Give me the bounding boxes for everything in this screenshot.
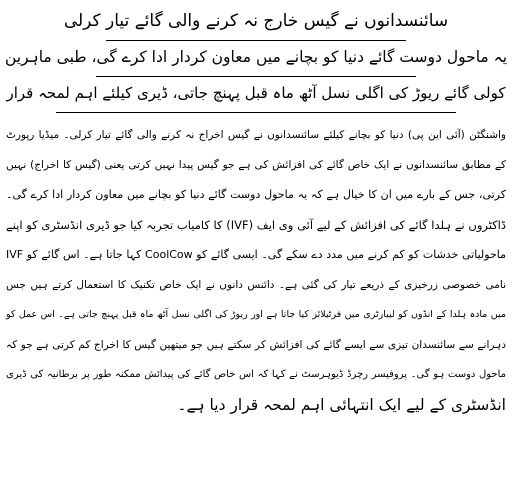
headline-divider [96,76,416,77]
headline-divider [106,40,406,41]
body-line: نامی خصوصی زرخیزی کے ذریعے تیار کی گئی ہے۔ دائنس دانوں نے ایک خاص تکنیک کا استعمال کرتے ہیں جس [6,279,506,291]
body-line: دہرانے سے سائنسدان تیزی سے ایسے گائے کی افزائش کر سکتے ہیں جو میتھین گیس کا اخراج کم کرتی ہے جو کہ [6,339,506,351]
headline-main: سائنسدانوں نے گیس خارج نہ کرنے والی گائے تیار کرلی [63,11,449,31]
body-line: کے مطابق سائنسدانوں نے ایک خاص گائے کی افزائش کی ہے جو گیس پیدا نہیں کرتی یعنی (گیس کا اخراج) نہیں [6,159,506,171]
headline-divider [56,112,456,113]
body-line: انڈسٹری کے لیے ایک انتہائی اہم لمحہ قرار دیا ہے۔ [177,396,506,414]
headline-sub-2: کولی گائے ریوڑ کی اگلی نسل آٹھ ماہ قبل پہنچ جاتی، ڈیری کیلئے اہم لمحہ قرار [6,84,506,102]
body-line: کرتی، جس کے بارے میں ان کا خیال ہے کہ یہ ماحول دوست گائے دنیا کو بچانے میں معاون کردار ادا کرے گی۔ [6,188,506,201]
body-line: واشنگٹن (آئی این پی) دنیا کو بچانے کیلئے سائنسدانوں نے گیس اخراج نہ کرنے والی گائے تیار کرلی۔ میڈیا رپورٹ [6,129,506,141]
body-line: میں مادہ ہلدا کے انڈوں کو لیبارٹری میں فرٹیلائز کیا جاتا ہے اور ریوڑ کی اگلی نسل آٹھ ماہ قبل پہنچ جاتی ہے۔ اس عمل کو [6,309,506,320]
headline-sub-1: یہ ماحول دوست گائے دنیا کو بچانے میں معاون کردار ادا کرے گی، طبی ماہرین [4,48,508,66]
body-line: ماحول دوست ہو گی۔ پروفیسر رچرڈ ڈیوہرسٹ نے کہا کہ اس خاص گائے کی پیدائش ممکنہ طور پر برطانیہ کی ڈیری [6,369,506,380]
body-line: ماحولیاتی خدشات کو کم کرنے میں مدد دے سکے گی۔ ایسی گائے کو CoolCow کہا جاتا ہے۔ اس گائے کو IVF [6,248,506,261]
body-line: ڈاکٹروں نے ہلدا گائے کی افزائش کے لیے آئی وی ایف (IVF) کا کامیاب تجربہ کیا جو ڈیری انڈسٹری کو اپنے [6,218,506,232]
